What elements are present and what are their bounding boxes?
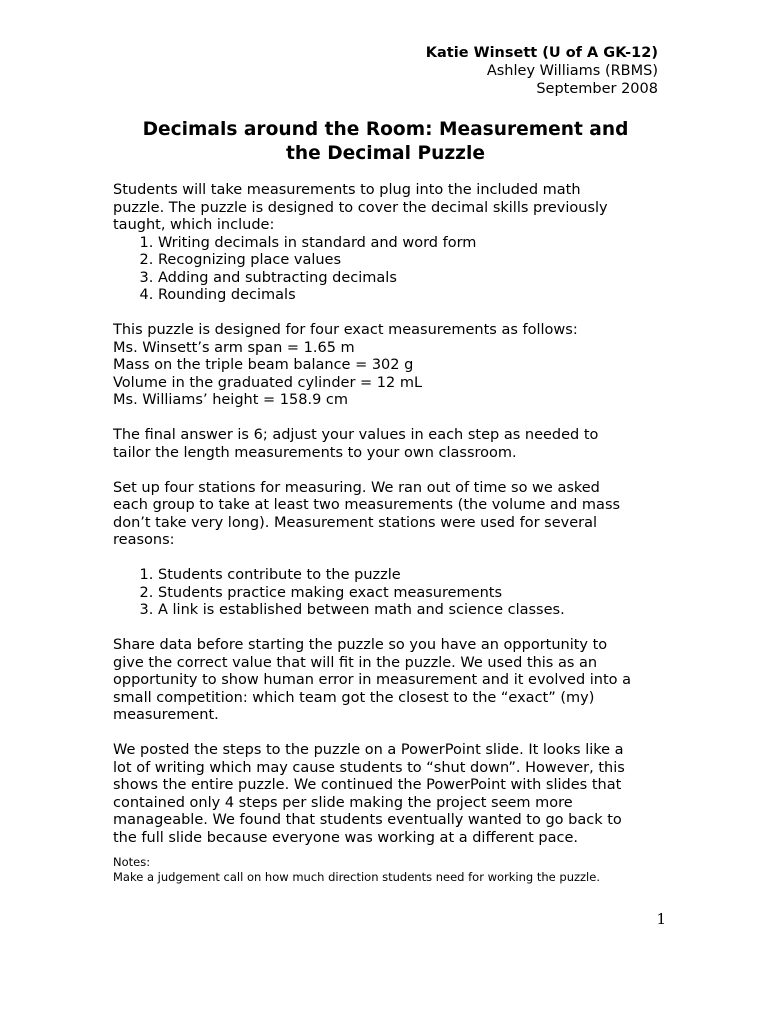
measurement-item: Ms. Winsett’s arm span = 1.65 m [113,339,355,356]
list-item: 4. Rounding decimals [158,287,673,305]
measurement-item: Ms. Williams’ height = 158.9 cm [113,392,349,408]
measurement-item: Volume in the graduated cylinder = 12 mL [113,374,423,391]
stations-paragraph [113,480,673,550]
measurements-lead: This puzzle is designed for four exact measurements as follows: [113,322,578,338]
notes-text: Make a judgement call on how much direction students need for working the puzzle. [113,870,600,884]
stations-line-2: each group to take at least two measurements (the volume and mass [113,497,621,513]
intro-line-2: puzzle. The puzzle is designed to cover the decimal skills previously [113,199,608,216]
coauthor-name: Ashley Williams (RBMS) [486,63,658,79]
document-page [113,0,658,1024]
measurements-paragraph [113,322,673,410]
author-name: Katie Winsett (U of A GK-12) [425,45,658,61]
powerpoint-line-3: shows the entire puzzle. We continued the PowerPoint with slides that [113,777,622,793]
document-body [113,182,673,885]
reasons-list [113,567,673,620]
list-item: 1. Writing decimals in standard and word form [158,235,673,253]
intro-line-3: taught, which include: [113,217,275,233]
notes-label: Notes: [113,855,151,869]
list-item: 2. Students practice making exact measurements [158,585,673,603]
powerpoint-line-4: contained only 4 steps per slide making the project seem more [113,794,573,811]
final-answer-line-1: The final answer is 6; adjust your values in each step as needed to [113,427,599,443]
document-title [103,118,668,166]
powerpoint-paragraph [113,742,673,847]
stations-line-1: Set up four stations for measuring. We ran out of time so we asked [113,479,600,496]
intro-paragraph [113,182,673,235]
share-line-5: measurement. [113,707,219,723]
final-answer-paragraph [113,427,673,462]
intro-line-1: Students will take measurements to plug into the included math [113,182,581,198]
share-line-2: give the correct value that will fit in the puzzle. We used this as an [113,654,598,671]
stations-line-4: reasons: [113,532,175,548]
powerpoint-line-2: lot of writing which may cause students to “shut down”. However, this [113,759,625,776]
document-header [426,44,658,98]
share-line-1: Share data before starting the puzzle so you have an opportunity to [113,637,608,653]
powerpoint-line-1: We posted the steps to the puzzle on a PowerPoint slide. It looks like a [113,742,624,758]
list-item: 1. Students contribute to the puzzle [158,567,673,585]
powerpoint-line-5: manageable. We found that students eventually wanted to go back to [113,812,622,828]
share-paragraph [113,637,673,725]
share-line-4: small competition: which team got the closest to the “exact” (my) [113,689,595,706]
stations-line-3: don’t take very long). Measurement stations were used for several [113,514,598,531]
list-item: 3. Adding and subtracting decimals [158,270,673,288]
share-line-3: opportunity to show human error in measurement and it evolved into a [113,672,632,688]
title-line-1: Decimals around the Room: Measurement and [142,119,629,140]
final-answer-line-2: tailor the length measurements to your own classroom. [113,444,517,461]
notes-section [113,855,673,885]
title-line-2: the Decimal Puzzle [286,143,485,164]
list-item: 3. A link is established between math and science classes. [158,602,673,620]
measurement-item: Mass on the triple beam balance = 302 g [113,357,414,373]
document-date: September 2008 [536,81,658,97]
list-item: 2. Recognizing place values [158,252,673,270]
powerpoint-line-6: the full slide because everyone was working at a different pace. [113,829,579,846]
page-number: 1 [656,910,666,928]
skills-list [113,235,673,305]
